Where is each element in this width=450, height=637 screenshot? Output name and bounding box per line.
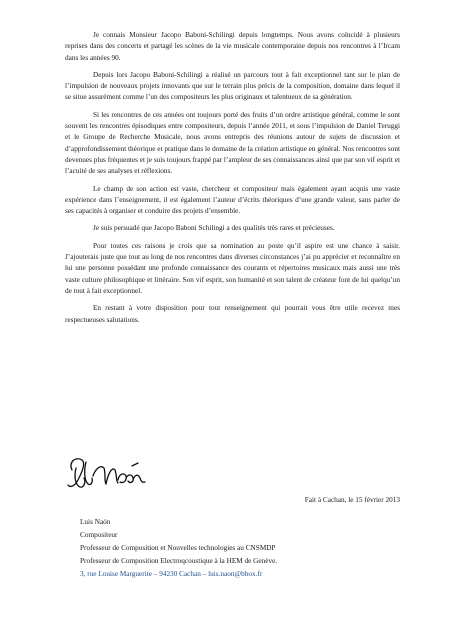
handwritten-signature <box>60 452 150 494</box>
place-date: Fait à Cachan, le 15 février 2013 <box>304 496 400 504</box>
signer-title-2: Professeur de Composition Electroqcoustique à la HEM de Genève. <box>80 557 278 565</box>
paragraph-7: En restant à votre disposition pour tout renseignement qui pourrait vous être utile recevez mes respectueuses salutations. <box>65 304 400 324</box>
paragraph-1: Je connais Monsieur Jacopo Baboni-Schilingi depuis longtemps. Nous avons coïncidé à plusieurs reprises dans des concerts et partagé les scènes de la vie musicale contemporaine depuis nos rencontres à l’Ircam dans les années 90. <box>65 31 400 62</box>
signature-block <box>80 516 277 581</box>
signer-contact: 3, rue Louise Marguerite – 94230 Cachan – luis.naon@bbox.fr <box>80 570 263 578</box>
signer-role: Compositeur <box>80 531 118 539</box>
paragraph-3: Si les rencontres de ces années ont toujours porté des fruits d’un ordre artistique général, comme le sont souvent les rencontres épisodiques entre compositeurs, depuis l’année 2011, et sous l’impulsion de Daniel Teruggi et le Groupe de Recherche Musicale, nous avons entrepris des réunions autour de sujets de discussion et d’approfondissement théorique et pratique dans le domaine de la création artistique en général. Nos rencontres sont devenues plus fréquentes et je suis toujours frappé par l’ampleur de ses connaissances ainsi que par son vif esprit et l’acuité de ses analyses et réflexions. <box>65 110 400 176</box>
letter-body <box>65 30 400 326</box>
signer-name: Luis Naón <box>80 518 111 526</box>
signer-title-1: Professeur de Composition et Nouvelles technologies au CNSMDP <box>80 544 276 552</box>
paragraph-6: Pour toutes ces raisons je crois que sa nomination au poste qu’il aspire est une chance à saisir. J’ajouterais juste que tout au long de nos rencontres dans diverses circonstances j’ai pu apprécier et reconnaître en lui une personne possédant une profonde connaissance des courants et répertoires musicaux mais aussi une très vaste culture philosophique et littéraire. Son vif esprit, son humanité et son talent de créateur font de lui quelqu’un de tout à fait exceptionnel. <box>65 241 400 295</box>
paragraph-2: Depuis lors Jacopo Baboni-Schilingi a réalisé un parcours tout à fait exceptionnel tant sur le plan de l’impulsion de nouveaux projets innovants que sur le terrain plus précis de la composition, domaine dans lequel il se situe assurément comme l’un des compositeurs les plus originaux et talentueux de sa génération. <box>65 70 400 102</box>
paragraph-5: Je suis persuadé que Jacopo Baboni Schilingi a des qualités très rares et précieuses. <box>93 224 335 233</box>
paragraph-4: Le champ de son action est vaste, chercheur et compositeur mais également ayant acquis une vaste expérience dans l’enseignement, il est également l’auteur d’écrits théoriques d’une grande valeur, sans parler de ses capacités à organiser et conduire des projets d’ensemble. <box>65 184 400 216</box>
